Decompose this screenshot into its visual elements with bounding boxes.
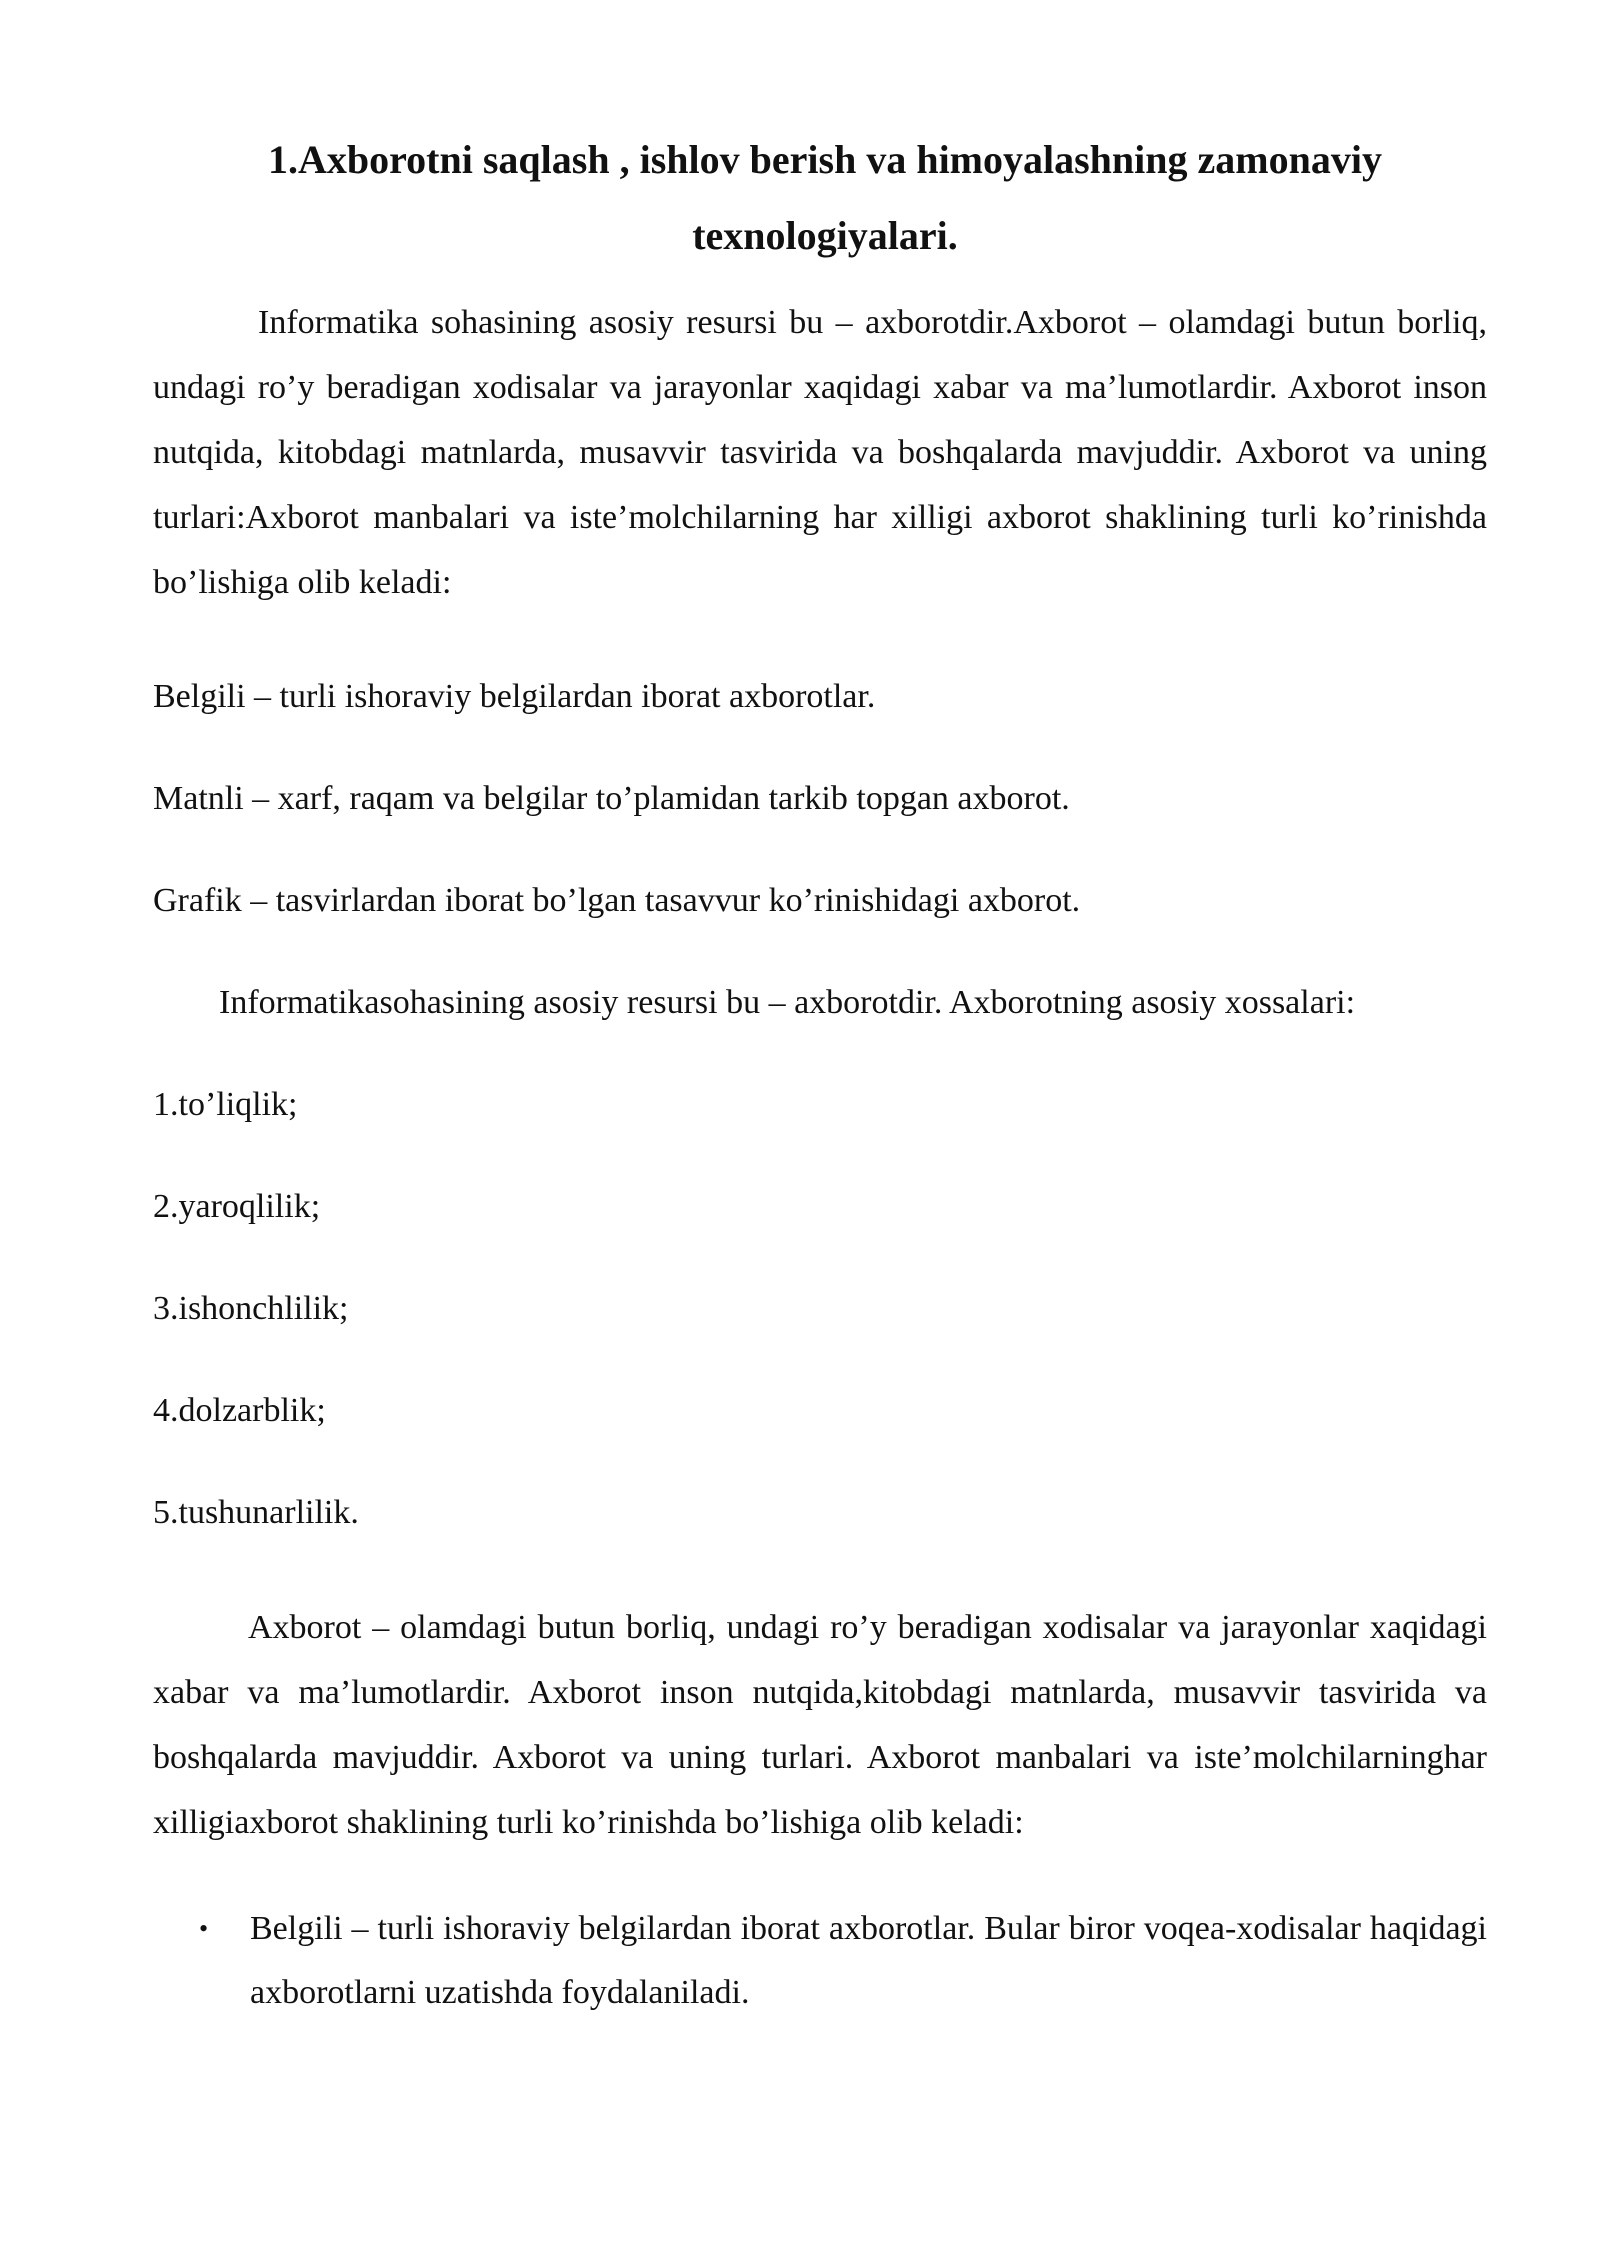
bullet-list [153,1897,1487,2025]
property-item: 3.ishonchlilik; [153,1290,349,1327]
summary-paragraph: Axborot – olamdagi butun borliq, undagi ro’y beradigan xodisalar va jarayonlar xaqidagi xabar va ma’lumotlardir. Axborot inson nutqida,kitobdagi matnlarda, musavvir tasvirida va boshqalarda mavjuddir. Axborot va uning turlari. Axborot manbalari va iste’molchilarninghar xilligiaxborot shaklining turli ko’rinishda bo’lishiga olib keladi: [153,1609,1487,1841]
property-item: 2.yaroqlilik; [153,1188,321,1225]
type-line-grafik: Grafik – tasvirlardan iborat bo’lgan tasavvur ko’rinishidagi axborot. [153,882,1081,919]
properties-intro-paragraph: Informatikasohasining asosiy resursi bu – axborotdir. Axborotning asosiy xossalari: [219,984,1356,1021]
type-line-belgili: Belgili – turli ishoraviy belgilardan iborat axborotlar. [153,678,876,715]
property-item: 4.dolzarblik; [153,1392,326,1429]
bullet-text: Belgili – turli ishoraviy belgilardan iborat axborotlar. Bular biror voqea-xodisalar haqidagi axborotlarni uzatishda foydalaniladi. [250,1910,1487,2011]
bullet-icon: • [199,1914,209,1943]
property-item: 1.to’liqlik; [153,1086,298,1123]
intro-paragraph: Informatika sohasining asosiy resursi bu – axborotdir.Axborot – olamdagi butun borliq, undagi ro’y beradigan xodisalar va jarayonlar xaqidagi xabar va ma’lumotlardir. Axborot inson nutqida, kitobdagi matnlarda, musavvir tasvirida va boshqalarda mavjuddir. Axborot va uning turlari:Axborot manbalari va iste’molchilarning har xilligi axborot shaklining turli ko’rinishda bo’lishiga olib keladi: [153,304,1487,601]
document-title: 1.Axborotni saqlash , ishlov berish va himoyalashning zamonaviy texnologiyalari. [268,137,1382,258]
property-item: 5.tushunarlilik. [153,1494,359,1531]
bullet-item [153,1897,1487,2025]
type-line-matnli: Matnli – xarf, raqam va belgilar to’plamidan tarkib topgan axborot. [153,780,1070,817]
